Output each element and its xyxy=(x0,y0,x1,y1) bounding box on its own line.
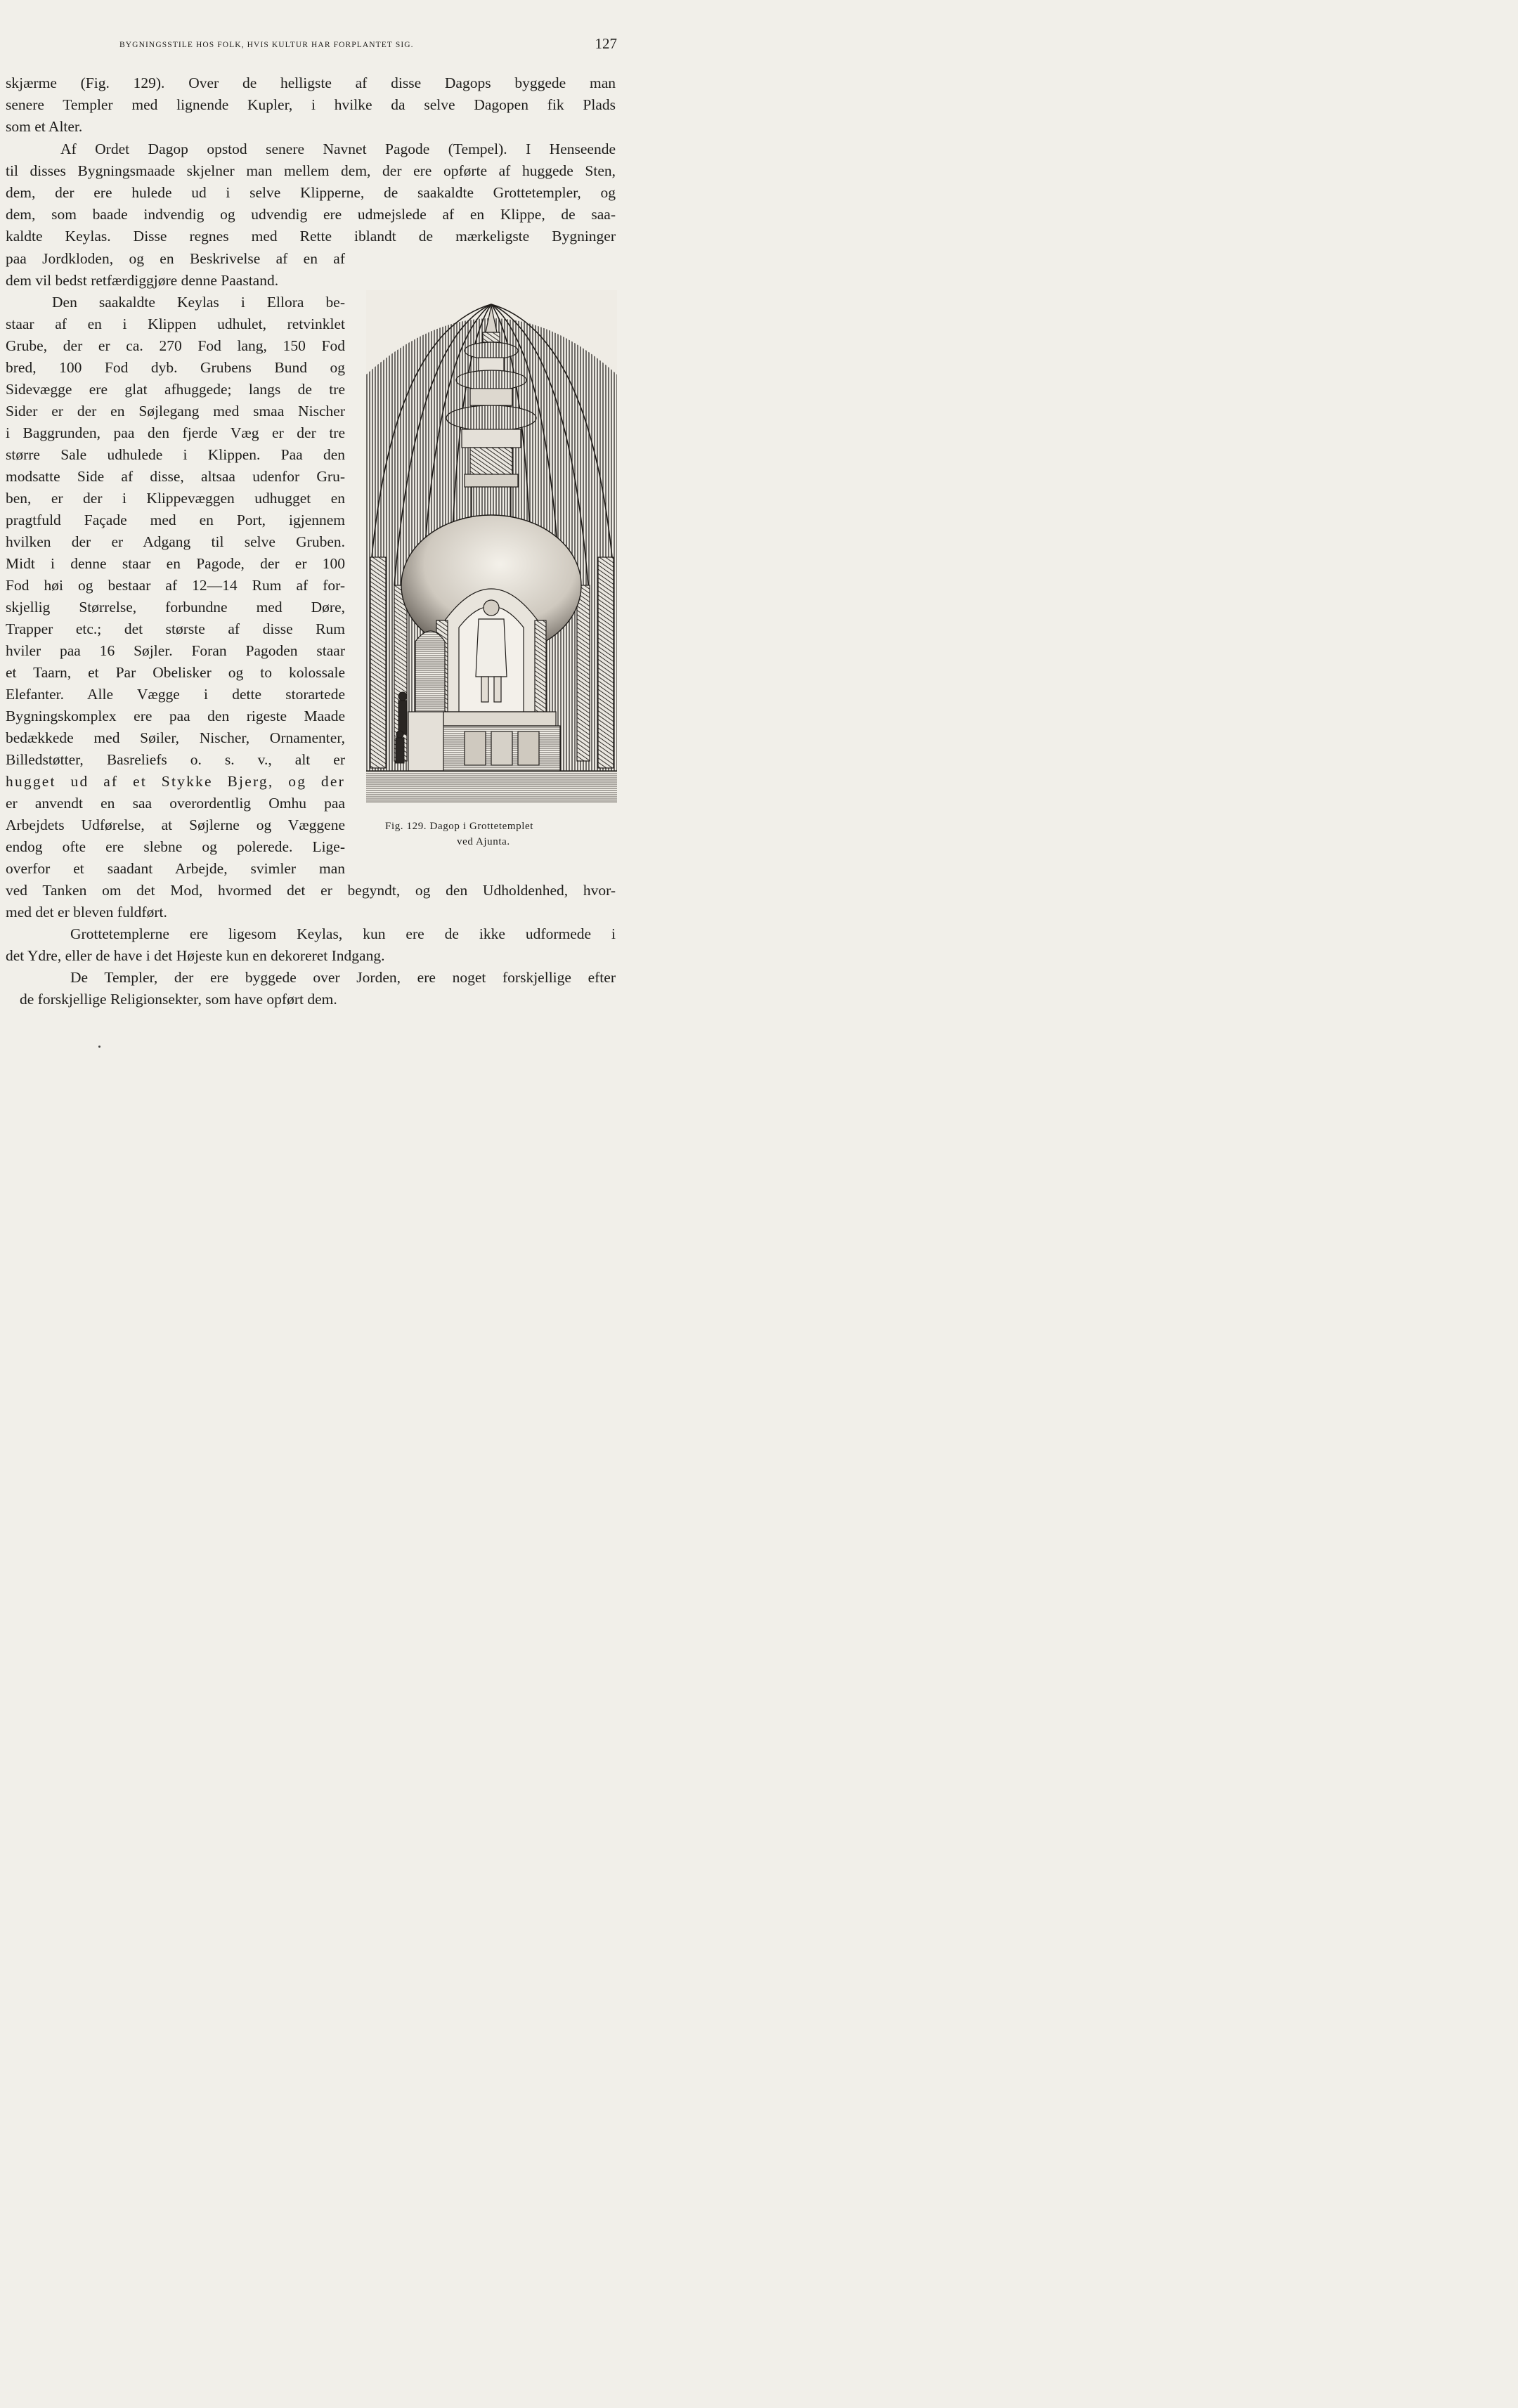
text-line: dem, der ere hulede ud i selve Klipperne, de saakaldte Grottetempler, og xyxy=(6,184,616,201)
text-line: skjellig Størrelse, forbundne med Døre, xyxy=(6,599,345,616)
text-line: ved Tanken om det Mod, hvormed det er begyndt, og den Udholdenhed, hvor- xyxy=(6,882,616,899)
text-line: Elefanter. Alle Vægge i dette storartede xyxy=(6,686,345,703)
text-line: ben, er der i Klippevæggen udhugget en xyxy=(6,490,345,507)
text-line: Af Ordet Dagop opstod senere Navnet Pagode (Tempel). I Henseende xyxy=(60,141,616,157)
text-line: staar af en i Klippen udhulet, retvinklet xyxy=(6,315,345,332)
text-line: Midt i denne staar en Pagode, der er 100 xyxy=(6,555,345,572)
text-line: Billedstøtter, Basreliefs o. s. v., alt er xyxy=(6,751,345,768)
book-page xyxy=(0,0,694,1102)
caption-line-2: ved Ajunta. xyxy=(457,836,510,847)
text-line: hugget ud af et Stykke Bjerg, og der xyxy=(6,773,345,790)
text-line: bred, 100 Fod dyb. Grubens Bund og xyxy=(6,359,345,376)
text-line: pragtfuld Façade med en Port, igjennem xyxy=(6,512,345,528)
text-line: dem vil bedst retfærdiggjøre denne Paastand. xyxy=(6,272,279,289)
text-line: det Ydre, eller de have i det Højeste kun en dekoreret Indgang. xyxy=(6,947,385,964)
text-line: er anvendt en saa overordentlig Omhu paa xyxy=(6,795,345,812)
text-line: overfor et saadant Arbejde, svimler man xyxy=(6,860,345,877)
text-line: Den saakaldte Keylas i Ellora be- xyxy=(52,294,345,311)
text-line: med det er bleven fuldført. xyxy=(6,904,167,920)
text-line: større Sale udhulede i Klippen. Paa den xyxy=(6,446,345,463)
text-line: hviler paa 16 Søjler. Foran Pagoden staar xyxy=(6,642,345,659)
text-line: Bygningskomplex ere paa den rigeste Maade xyxy=(6,708,345,724)
text-line: de forskjellige Religionsekter, som have opført dem. xyxy=(20,991,337,1008)
figure-caption xyxy=(385,819,617,850)
text-line: Grottetemplerne ere ligesom Keylas, kun ere de ikke udformede i xyxy=(70,925,616,942)
text-line: De Templer, der ere byggede over Jorden, ere noget forskjellige efter xyxy=(70,969,616,986)
text-line: Trapper etc.; det største af disse Rum xyxy=(6,620,345,637)
running-title: BYGNINGSSTILE HOS FOLK, HVIS KULTUR HAR FORPLANTET SIG. xyxy=(119,41,414,49)
text-line: Arbejdets Udførelse, at Søjlerne og Væggene xyxy=(6,816,345,833)
text-line: Grube, der er ca. 270 Fod lang, 150 Fod xyxy=(6,337,345,354)
text-line: bedækkede med Søiler, Nischer, Ornamenter, xyxy=(6,729,345,746)
text-line: Sider er der en Søjlegang med smaa Nischer xyxy=(6,403,345,419)
text-line: dem, som baade indvendig og udvendig ere udmejslede af en Klippe, de saa- xyxy=(6,206,616,223)
text-line: et Taarn, et Par Obelisker og to kolossale xyxy=(6,664,345,681)
text-line: hvilken der er Adgang til selve Gruben. xyxy=(6,533,345,550)
text-line: senere Templer med lignende Kupler, i hvilke da selve Dagopen fik Plads xyxy=(6,96,616,113)
page-number: 127 xyxy=(595,35,617,52)
page-header xyxy=(6,37,694,58)
caption-line-1: Fig. 129. Dagop i Grottetemplet xyxy=(385,821,534,832)
text-line: Fod høi og bestaar af 12—14 Rum af for- xyxy=(6,577,345,594)
print-speck xyxy=(98,1046,100,1048)
text-line: modsatte Side af disse, altsaa udenfor Gru- xyxy=(6,468,345,485)
text-line: paa Jordkloden, og en Beskrivelse af en af xyxy=(6,250,345,267)
figure-129 xyxy=(366,290,617,803)
dagop-engraving-illustration xyxy=(366,290,617,803)
text-line: endog ofte ere slebne og polerede. Lige- xyxy=(6,838,345,855)
text-line: Sidevægge ere glat afhuggede; langs de tre xyxy=(6,381,345,398)
text-line: skjærme (Fig. 129). Over de helligste af disse Dagops byggede man xyxy=(6,74,616,91)
text-line: som et Alter. xyxy=(6,118,83,135)
text-line: kaldte Keylas. Disse regnes med Rette iblandt de mærkeligste Bygninger xyxy=(6,228,616,245)
text-line: til disses Bygningsmaade skjelner man mellem dem, der ere opførte af huggede Sten, xyxy=(6,162,616,179)
text-line: i Baggrunden, paa den fjerde Væg er der tre xyxy=(6,424,345,441)
